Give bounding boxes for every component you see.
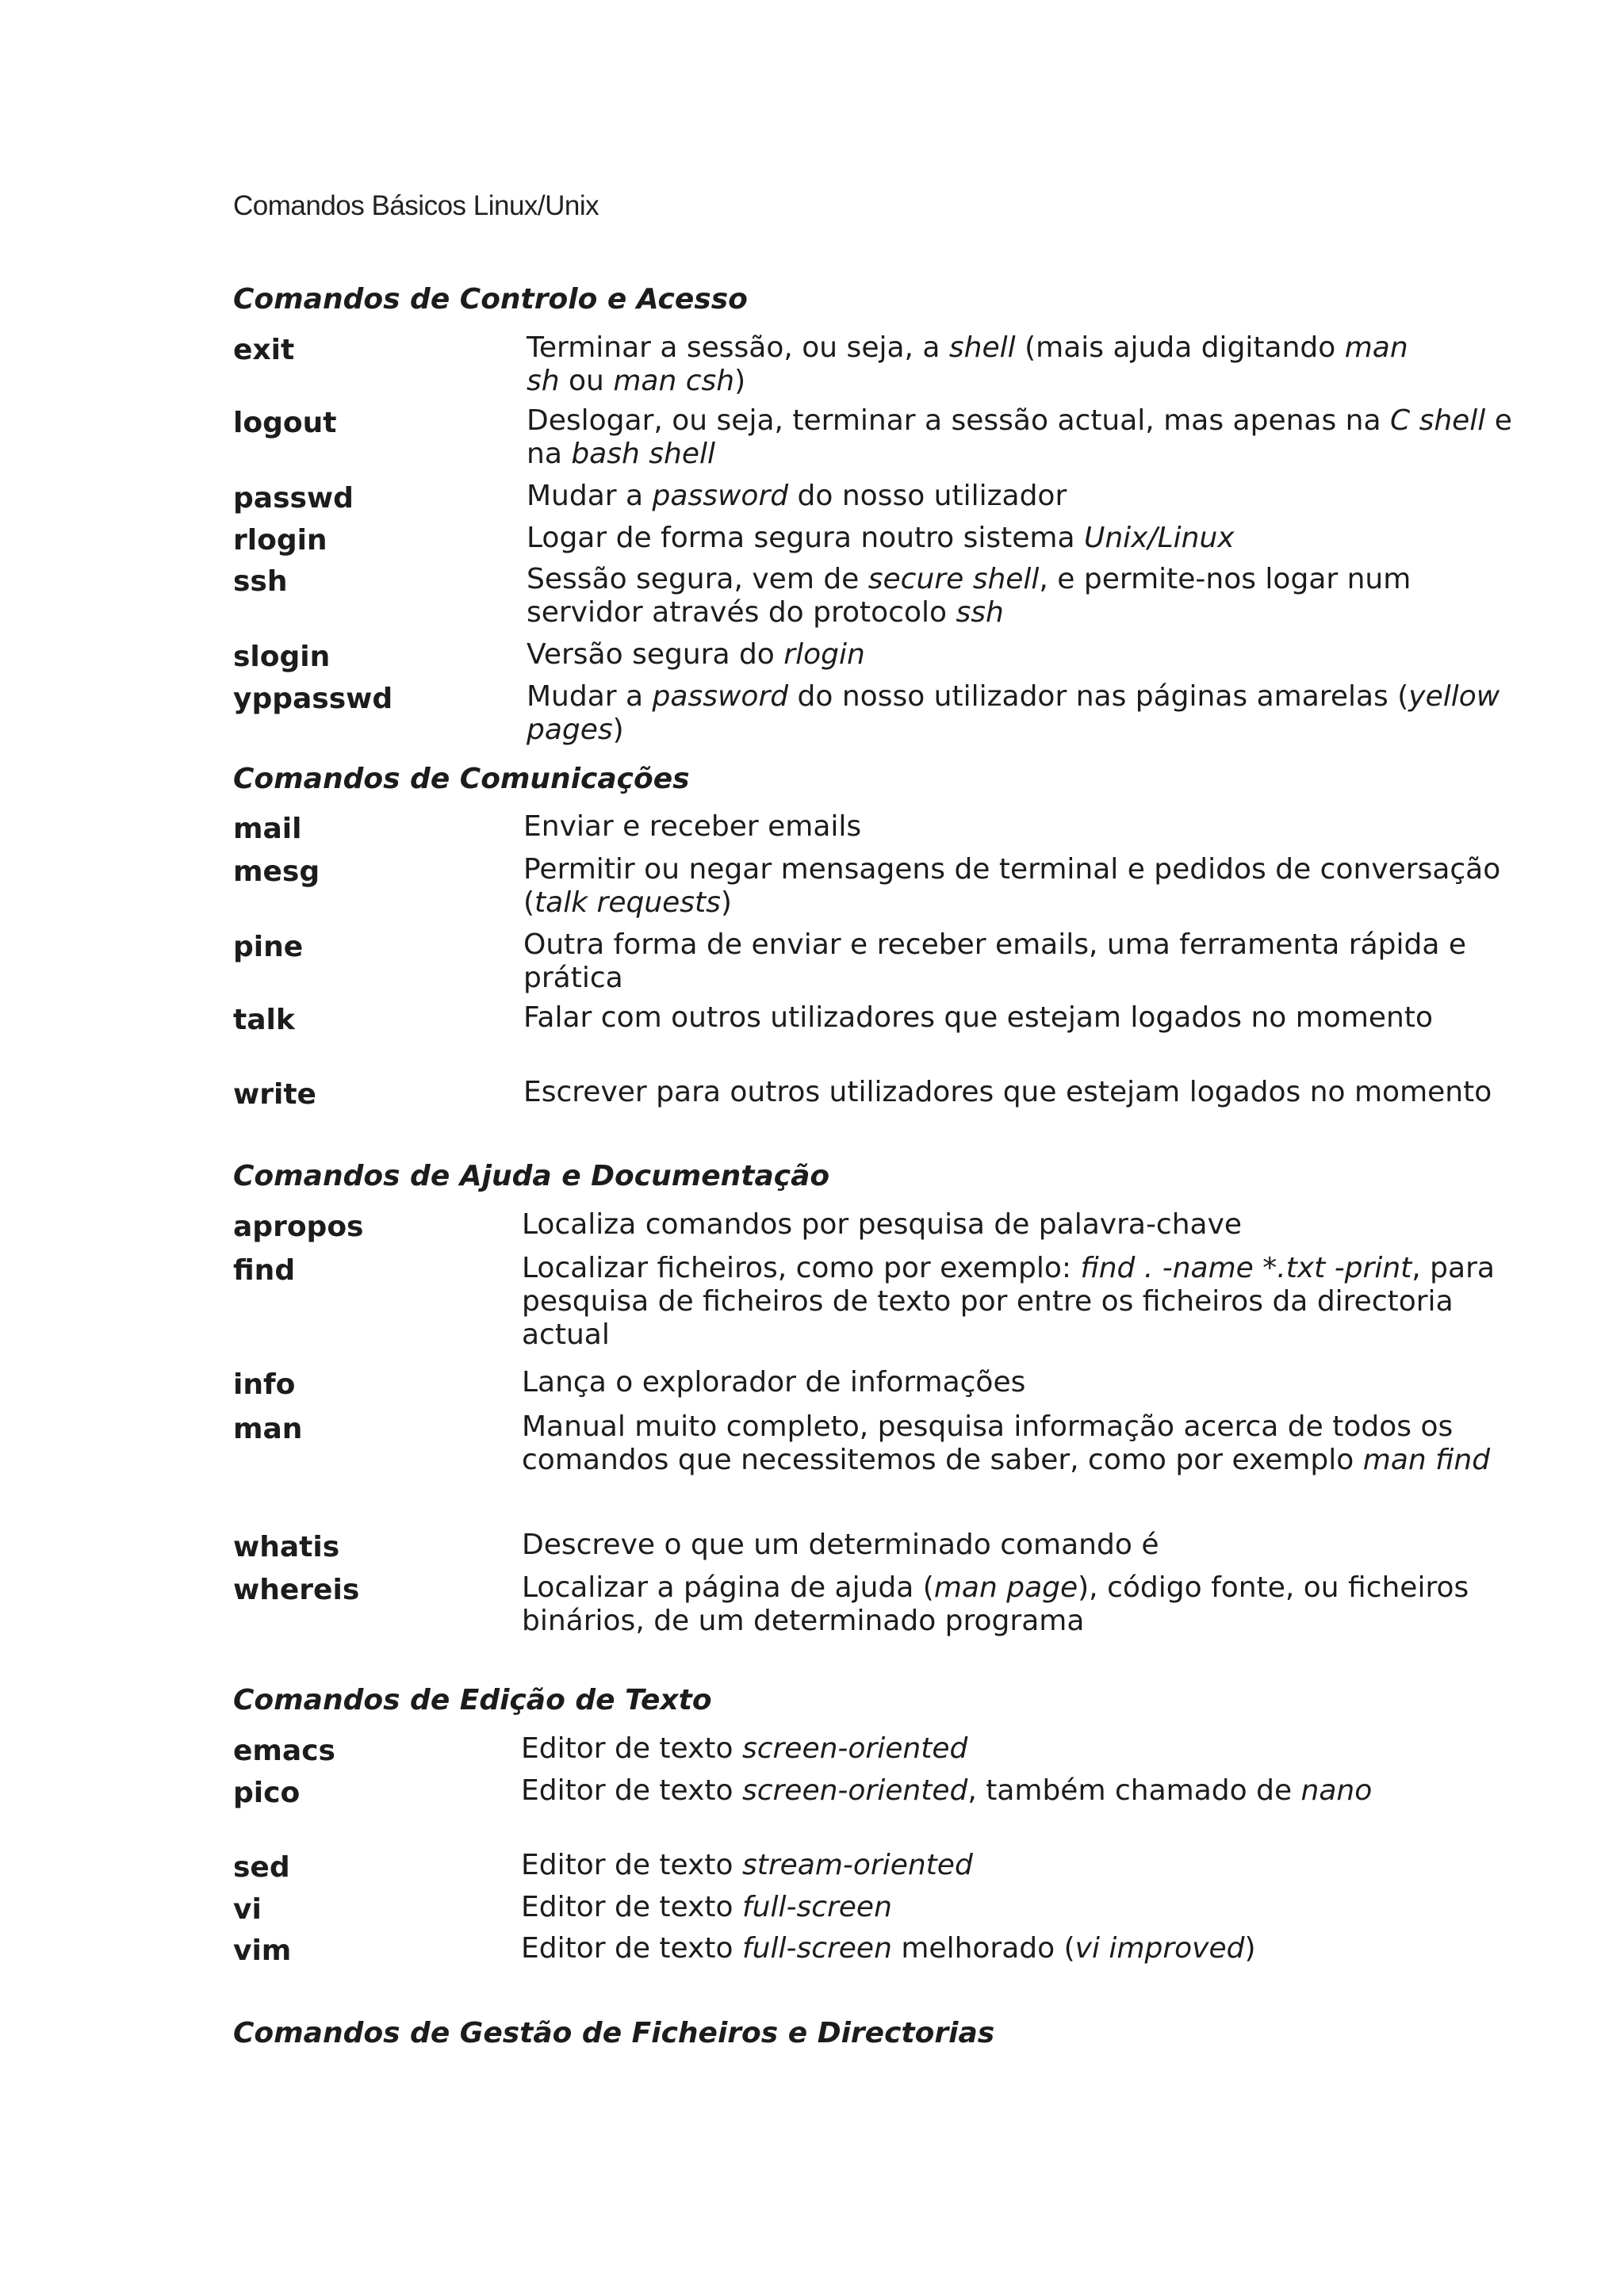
command-name-vim: vim <box>233 1934 292 1967</box>
command-name-man: man <box>233 1413 303 1445</box>
document-title: Comandos Básicos Linux/Unix <box>233 190 599 221</box>
command-description-vi: Editor de texto full-screen <box>521 1891 892 1923</box>
command-description-whereis: Localizar a página de ajuda (man page), código fonte, ou ficheiros binários, de um determinado programa <box>522 1571 1469 1637</box>
command-description-write: Escrever para outros utilizadores que estejam logados no momento <box>523 1076 1492 1108</box>
command-name-emacs: emacs <box>233 1735 335 1767</box>
command-description-mail: Enviar e receber emails <box>523 810 862 843</box>
command-name-ssh: ssh <box>233 565 288 598</box>
command-description-find: Localizar ficheiros, como por exemplo: find . -name *.txt -print, para pesquisa de ficheiros de texto por entre os ficheiros da directoria actual <box>522 1252 1495 1351</box>
section-heading-comandos-de-ajuda-e-documentacao: Comandos de Ajuda e Documentação <box>233 1160 830 1192</box>
command-description-talk: Falar com outros utilizadores que estejam logados no momento <box>523 1001 1433 1034</box>
command-description-mesg: Permitir ou negar mensagens de terminal e pedidos de conversação (talk requests) <box>523 853 1501 919</box>
command-name-find: find <box>233 1254 296 1287</box>
command-name-whereis: whereis <box>233 1574 360 1606</box>
command-description-exit: Terminar a sessão, ou seja, a shell (mais ajuda digitando man sh ou man csh) <box>527 331 1408 397</box>
command-description-info: Lança o explorador de informações <box>522 1366 1026 1399</box>
command-name-talk: talk <box>233 1004 295 1036</box>
command-description-yppasswd: Mudar a password do nosso utilizador nas páginas amarelas (yellow pages) <box>527 680 1500 746</box>
command-description-rlogin: Logar de forma segura noutro sistema Unix/Linux <box>527 522 1235 554</box>
command-description-apropos: Localiza comandos por pesquisa de palavra-chave <box>522 1208 1243 1241</box>
command-description-logout: Deslogar, ou seja, terminar a sessão actual, mas apenas na C shell e na bash shell <box>527 404 1512 470</box>
command-name-mail: mail <box>233 813 302 845</box>
command-name-rlogin: rlogin <box>233 524 327 557</box>
command-name-logout: logout <box>233 407 337 439</box>
command-description-pine: Outra forma de enviar e receber emails, uma ferramenta rápida e prática <box>523 928 1467 994</box>
command-description-pico: Editor de texto screen-oriented, também chamado de nano <box>521 1774 1373 1807</box>
command-description-passwd: Mudar a password do nosso utilizador <box>527 480 1067 512</box>
command-name-pico: pico <box>233 1777 301 1809</box>
command-description-man: Manual muito completo, pesquisa informação acerca de todos os comandos que necessitemos de saber, como por exemplo man find <box>522 1410 1491 1476</box>
command-name-exit: exit <box>233 334 295 366</box>
command-description-emacs: Editor de texto screen-oriented <box>521 1732 968 1765</box>
command-name-whatis: whatis <box>233 1531 340 1563</box>
command-name-vi: vi <box>233 1893 262 1926</box>
command-description-whatis: Descreve o que um determinado comando é <box>522 1529 1159 1561</box>
command-description-sed: Editor de texto stream-oriented <box>521 1849 973 1881</box>
section-heading-comandos-de-controlo-e-acesso: Comandos de Controlo e Acesso <box>233 283 748 316</box>
command-name-passwd: passwd <box>233 482 354 515</box>
command-name-sed: sed <box>233 1851 290 1884</box>
section-heading-comandos-de-gestao-de-ficheiros-e-directorias: Comandos de Gestão de Ficheiros e Directorias <box>233 2017 995 2049</box>
command-name-apropos: apropos <box>233 1211 364 1243</box>
command-name-slogin: slogin <box>233 641 331 673</box>
command-name-info: info <box>233 1368 296 1401</box>
command-description-ssh: Sessão segura, vem de secure shell, e permite-nos logar num servidor através do protocolo ssh <box>527 563 1411 629</box>
section-heading-comandos-de-comunicacoes: Comandos de Comunicações <box>233 763 690 795</box>
command-name-pine: pine <box>233 931 304 963</box>
command-name-write: write <box>233 1078 316 1111</box>
command-description-slogin: Versão segura do rlogin <box>527 638 865 671</box>
command-name-mesg: mesg <box>233 855 320 888</box>
command-description-vim: Editor de texto full-screen melhorado (vi improved) <box>521 1932 1256 1965</box>
section-heading-comandos-de-edicao-de-texto: Comandos de Edição de Texto <box>233 1684 712 1716</box>
command-name-yppasswd: yppasswd <box>233 683 393 715</box>
